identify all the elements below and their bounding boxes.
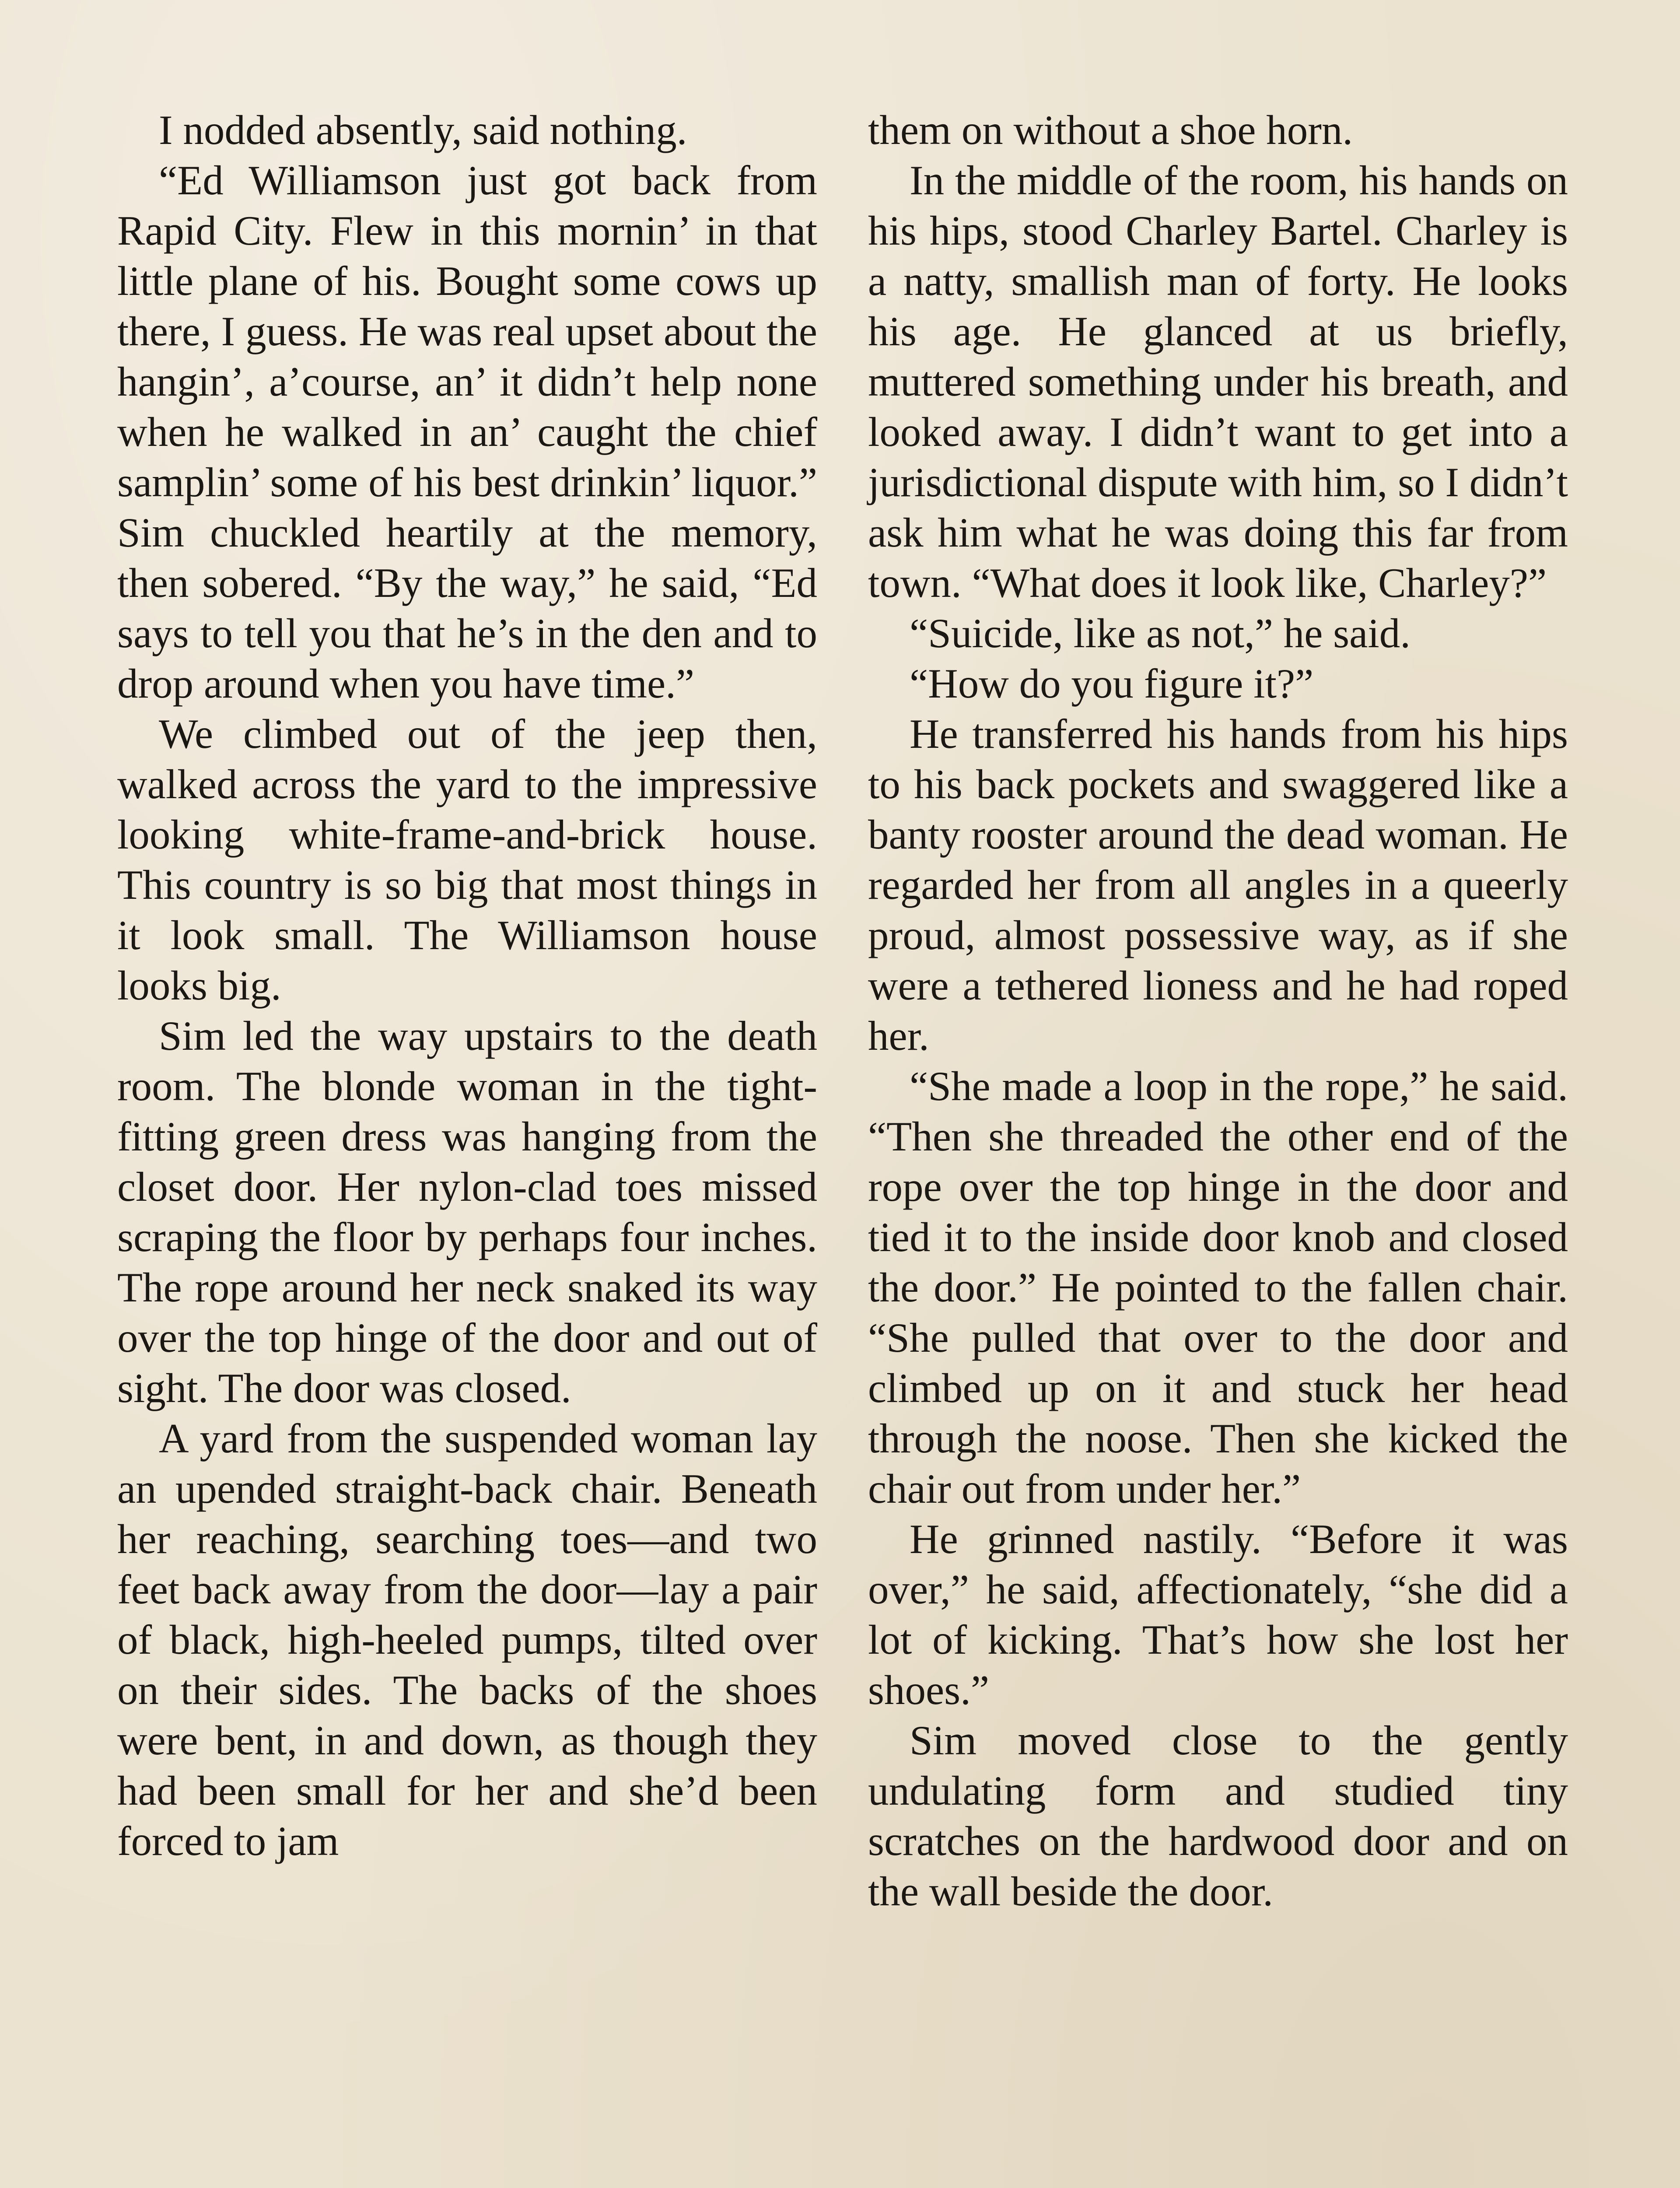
right-text-column (868, 105, 1568, 1917)
paragraph: He grinned nastily. “Before it was over,” he said, affectionately, “she did a lot of kicking. That’s how she lost her shoes.” (868, 1516, 1568, 1713)
paragraph: A yard from the suspended woman lay an upended straight-back chair. Beneath her reaching, searching toes—and two feet back away from the door—lay a pair of black, high-heeled pumps, tilted over on their sides. The backs of the shoes were bent, in and down, as though they had been small for her and she’d been forced to jam (117, 1415, 817, 1864)
paragraph: “How do you figure it?” (910, 660, 1314, 707)
paragraph: “Ed Williamson just got back from Rapid City. Flew in this mornin’ in that little plane of his. Bought some cows up there, I guess. He was real upset about the hangin’, a’course, an’ it didn’t help none when he walked in an’ caught the chief samplin’ some of his best drinkin’ liquor.” Sim chuckled heartily at the memory, then sobered. “By the way,” he said, “Ed says to tell you that he’s in the den and to drop around when you have time.” (117, 157, 817, 707)
paragraph: “She made a loop in the rope,” he said. “Then she threaded the other end of the rope over the top hinge in the door and tied it to the inside door knob and closed the door.” He pointed to the fallen chair. “She pulled that over to the door and climbed up on it and stuck her head through the noose. Then she kicked the chair out from under her.” (868, 1063, 1568, 1512)
paragraph: We climbed out of the jeep then, walked across the yard to the impressive looking white-frame-and-brick house. This country is so big that most things in it look small. The Williamson house looks big. (117, 711, 817, 1009)
paragraph: “Suicide, like as not,” he said. (910, 610, 1410, 656)
paragraph-continued: them on without a shoe horn. (868, 107, 1353, 153)
paragraph: Sim led the way upstairs to the death room. The blonde woman in the tight-fitting green dress was hanging from the closet door. Her nylon-clad toes missed scraping the floor by perhaps four inches. The rope around her neck snaked its way over the top hinge of the door and out of sight. The door was closed. (117, 1013, 817, 1411)
paragraph: He transferred his hands from his hips to his back pockets and swaggered like a banty rooster around the dead woman. He regarded her from all angles in a queerly proud, almost possessive way, as if she were a tethered lioness and he had roped her. (868, 711, 1568, 1059)
paragraph: In the middle of the room, his hands on his hips, stood Charley Bartel. Charley is a natty, smallish man of forty. He looks his age. He glanced at us briefly, muttered something under his breath, and looked away. I didn’t want to get into a jurisdictional dispute with him, so I didn’t ask him what he was doing this far from town. “What does it look like, Charley?” (868, 157, 1568, 606)
paragraph: Sim moved close to the gently undulating form and studied tiny scratches on the hardwood door and on the wall beside the door. (868, 1717, 1568, 1914)
left-text-column (117, 105, 817, 1866)
paragraph: I nodded absently, said nothing. (159, 107, 687, 153)
